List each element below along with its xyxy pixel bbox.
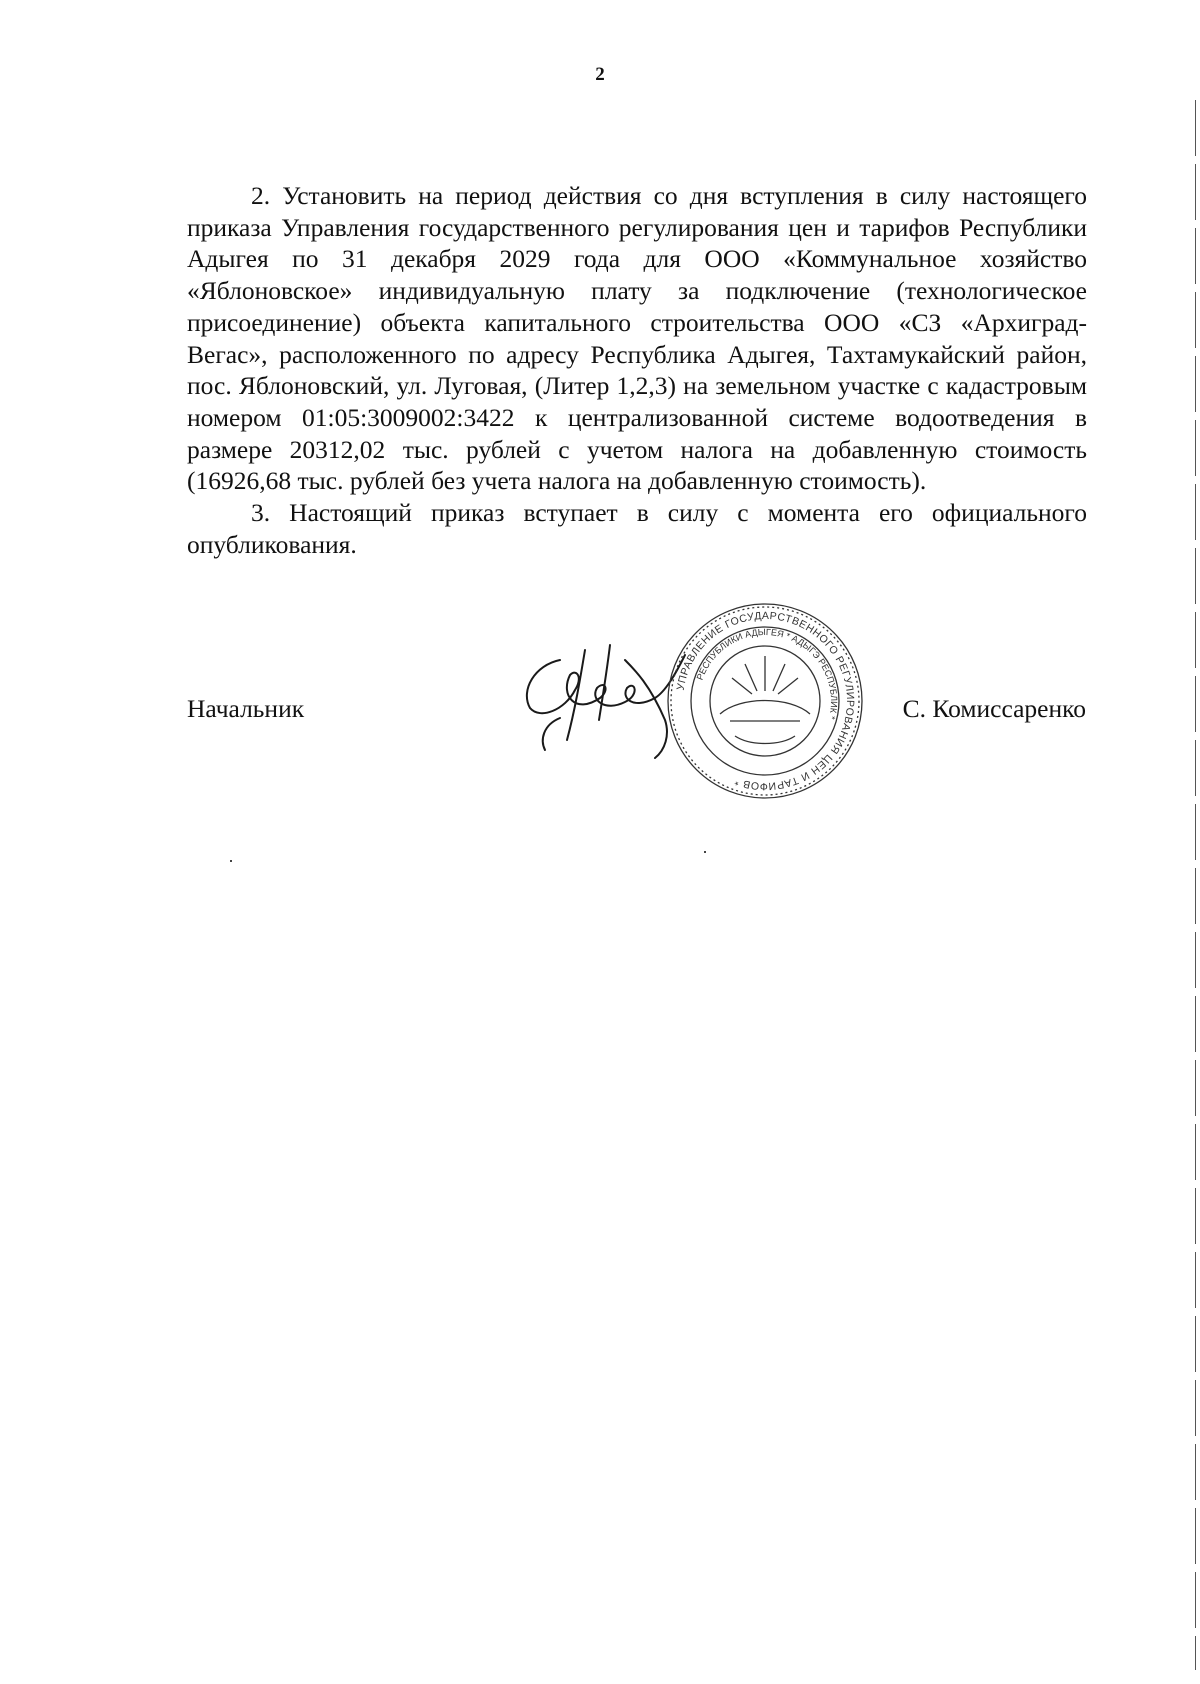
signatory-title: Начальник xyxy=(187,694,305,723)
scan-speck xyxy=(230,860,232,862)
official-seal xyxy=(660,596,870,806)
page-number: 2 xyxy=(595,64,605,85)
document-body xyxy=(187,180,1087,560)
paragraph-3: 3. Настоящий приказ вступает в силу с момента его официального опубликования. xyxy=(187,498,1087,559)
signatory-name: С. Комиссаренко xyxy=(902,694,1086,723)
scan-speck xyxy=(704,851,706,853)
paragraph-2: 2. Установить на период действия со дня вступления в силу настоящего приказа Управления государственного регулирования цен и тарифов Республики Адыгея по 31 декабря 2029 года для ООО «Коммунальное хозяйство «Яблоновское» индивидуальную плату за подключение (технологическое присоединение) объекта капитального строительства ООО «СЗ «Архиград-Вегас», расположенного по адресу Республика Адыгея, Тахтамукайский район, пос. Яблоновский, ул. Луговая, (Литер 1,2,3) на земельном участке с кадастровым номером 01:05:3009002:3422 к централизованной системе водоотведения в размере 20312,02 тыс. рублей с учетом налога на добавленную стоимость (16926,68 тыс. рублей без учета налога на добавленную стоимость). xyxy=(187,181,1087,496)
svg-text:УПРАВЛЕНИЕ ГОСУДАРСТВЕННОГО РЕ: УПРАВЛЕНИЕ ГОСУДАРСТВЕННОГО РЕГУЛИРОВАНИЯ ЦЕН И ТАРИФОВ * xyxy=(674,609,857,793)
scan-edge-line xyxy=(1195,100,1196,1670)
svg-text:РЕСПУБЛИКИ АДЫГЕЯ * АДЫГЭ РЕСП: РЕСПУБЛИКИ АДЫГЕЯ * АДЫГЭ РЕСПУБЛИК * xyxy=(694,626,840,721)
